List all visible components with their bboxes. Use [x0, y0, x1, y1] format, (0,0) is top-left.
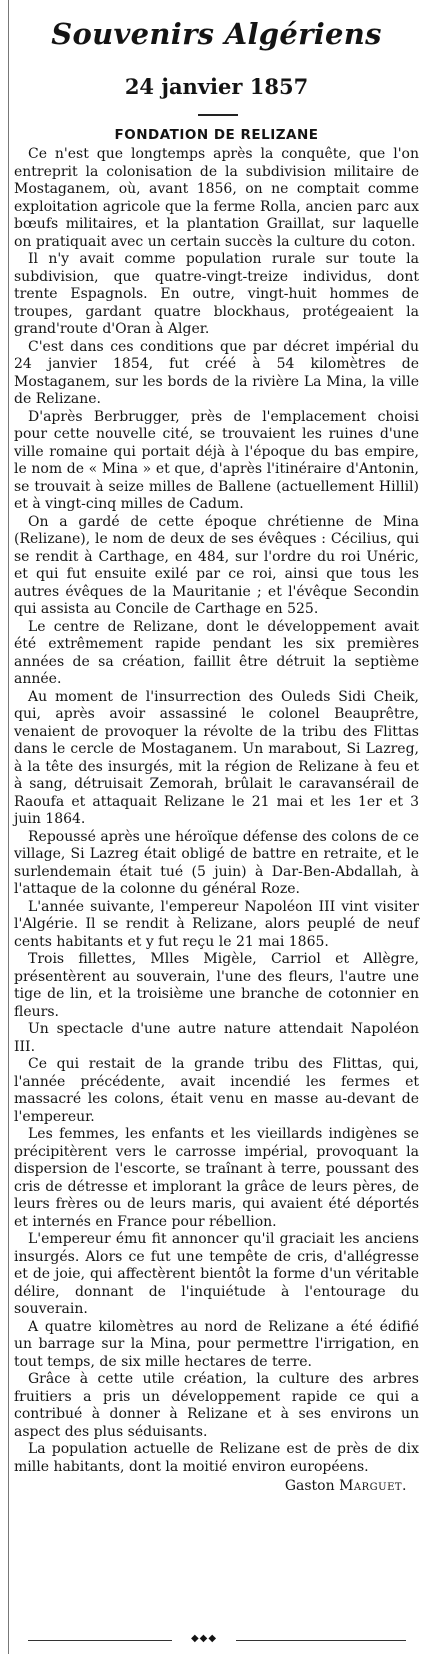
paragraph: L'année suivante, l'empereur Napoléon III vint visiter l'Algérie. Il se rendit à Relizane, alors peuplé de neuf cents habitants et y fut reçu le 21 mai 1865. — [14, 898, 419, 950]
author-signature — [14, 1476, 419, 1496]
paragraph: Grâce à cette utile création, la culture des arbres fruitiers a pris un développement rapide ce qui a contribué à donner à Relizane et à ses environs un aspect des plus séduisants. — [14, 1371, 419, 1440]
article-subtitle: FONDATION DE RELIZANE — [114, 127, 319, 143]
article-body — [14, 146, 419, 1496]
page-title: Souvenirs Algériens — [51, 17, 382, 51]
paragraph: Trois fillettes, Mlles Migèle, Carriol et Allègre, présentèrent au souverain, l'une des fleurs, l'autre une tige de lin, et la troisième une branche de cotonnier en fleurs. — [14, 951, 419, 1020]
column-divider — [8, 0, 9, 1654]
paragraph: C'est dans ces conditions que par décret impérial du 24 janvier 1854, fut créé à 54 kilomètres de Mostaganem, sur les bords de la rivière La Mina, la ville de Relizane. — [14, 338, 419, 407]
article-date: 24 janvier 1857 — [124, 74, 309, 99]
paragraph: La population actuelle de Relizane est de près de dix mille habitants, dont la moitié environ européens. — [14, 1441, 419, 1475]
author-last-name: Marguet. — [339, 1478, 407, 1494]
paragraph: Les femmes, les enfants et les vieillards indigènes se précipitèrent vers le carrosse impérial, provoquant la dispersion de l'escorte, se traînant à terre, poussant des cris de détresse et implorant la grâce de leurs pères, de leurs frères ou de leurs maris, qui avaient été déportés et internés en France pour rébellion. — [14, 1126, 419, 1230]
paragraph: Au moment de l'insurrection des Ouleds Sidi Cheik, qui, après avoir assassiné le colonel Beauprêtre, venaient de provoquer la révolte de la tribu des Flittas dans le cercle de Mostaganem. Un marabout, Si Lazreg, à la tête des insurgés, mit la région de Relizane à feu et à sang, détruisait Zemorah, brûlait le caravansérail de Raoufa et attaquait Relizane le 21 mai et les 1er et 3 juin 1864. — [14, 688, 419, 827]
paragraph: Le centre de Relizane, dont le développement avait été extrêmement rapide pendant les six premières années de sa création, faillit être détruit la septième année. — [14, 618, 419, 687]
paragraph: Un spectacle d'une autre nature attendait Napoléon III. — [14, 1021, 419, 1055]
paragraph: L'empereur ému fit annoncer qu'il graciait les anciens insurgés. Alors ce fut une tempête de cris, d'allégresse et de joie, qui affectèrent bientôt la forme d'un véritable délire, donnant de l'inquiétude à l'entourage du souverain. — [14, 1231, 419, 1317]
paragraph: Repoussé après une héroïque défense des colons de ce village, Si Lazreg était obligé de battre en retraite, et le surlendemain était tué (5 juin) à Dar-Ben-Abdallah, à l'attaque de la colonne du général Roze. — [14, 828, 419, 897]
author-first-name: Gaston — [284, 1478, 335, 1494]
paragraph: Ce n'est que longtemps après la conquête, que l'on entreprit la colonisation de la subdivision militaire de Mostaganem, où, avant 1856, on ne comptait comme exploitation agricole que la ferme Rolla, ancien parc aux bœufs militaires, et la plantation Graillat, sur laquelle on pratiquait avec un certain succès la culture du coton. — [14, 146, 419, 250]
paragraph: Il n'y avait comme population rurale sur toute la subdivision, que quatre-vingt-treize individus, dont trente Espagnols. En outre, vingt-huit hommes de troupes, gardant quatre blockhaus, protégeaient la grand'route d'Oran à Alger. — [14, 251, 419, 337]
paragraph: D'après Berbrugger, près de l'emplacement choisi pour cette nouvelle cité, se trouvaient les ruines d'une ville romaine qui portait déjà à l'époque du bas empire, le nom de « Mina » et que, d'après l'itinéraire d'Antonin, se trouvait à seize milles de Ballene (actuellement Hillil) et à vingt-cinq milles de Cadum. — [14, 408, 419, 512]
divider-ornament: ◆◆◆ — [172, 1632, 236, 1646]
title-divider — [198, 114, 238, 116]
paragraph: A quatre kilomètres au nord de Relizane a été édifié un barrage sur la Mina, pour permettre l'irrigation, en tout temps, de six mille hectares de terre. — [14, 1318, 419, 1370]
paragraph: On a gardé de cette époque chrétienne de Mina (Relizane), le nom de deux de ses évêques : Cécilius, qui se rendit à Carthage, en 484, sur l'ordre du roi Unéric, et qui fut ensuite exilé par ce roi, ainsi que tous les autres évêques de la Mauritanie ; et l'évêque Secondin qui assista au Concile de Carthage en 525. — [14, 513, 419, 617]
paragraph: Ce qui restait de la grande tribu des Flittas, qui, l'année précédente, avait incendié les fermes et massacré les colons, était venu en masse au-devant de l'empereur. — [14, 1056, 419, 1125]
